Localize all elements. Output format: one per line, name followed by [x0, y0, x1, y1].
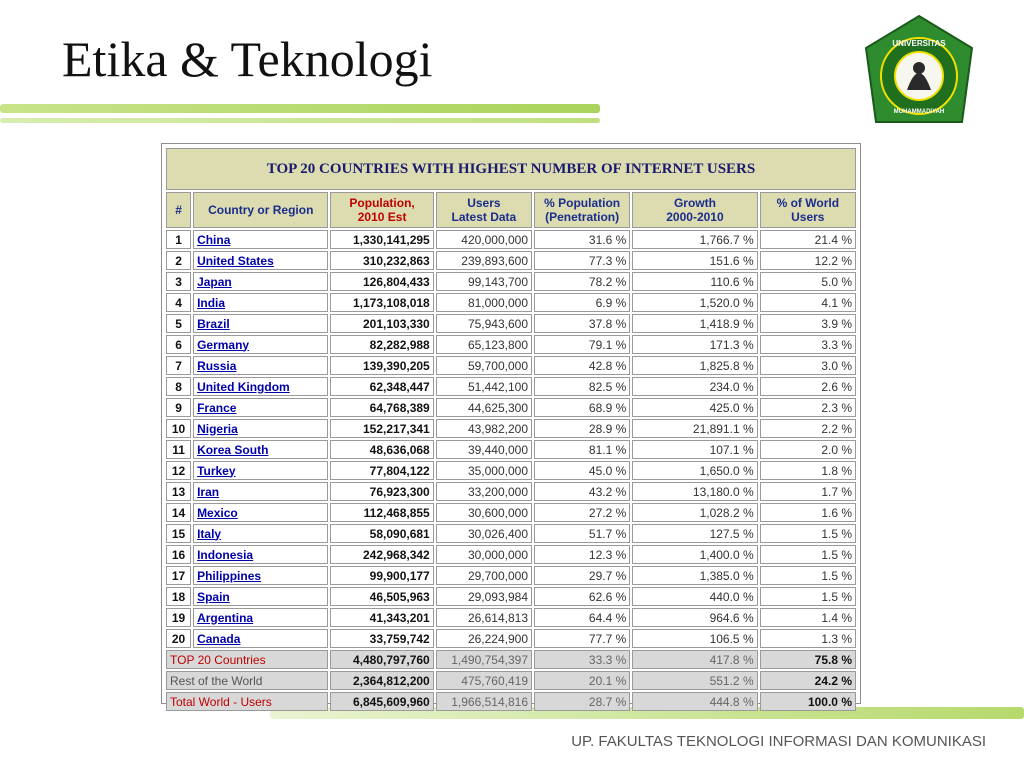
country-link[interactable]: France	[193, 398, 328, 417]
country-link[interactable]: Germany	[193, 335, 328, 354]
cell-population: 1,330,141,295	[330, 230, 433, 249]
header-world-share	[760, 192, 856, 228]
summary-row	[166, 650, 856, 669]
cell-rank: 6	[166, 335, 191, 354]
summary-world-share: 100.0 %	[760, 692, 856, 711]
table-row	[166, 587, 856, 606]
cell-penetration: 68.9 %	[534, 398, 630, 417]
table-row	[166, 272, 856, 291]
table-row	[166, 524, 856, 543]
cell-penetration: 31.6 %	[534, 230, 630, 249]
cell-users: 65,123,800	[436, 335, 532, 354]
cell-users: 81,000,000	[436, 293, 532, 312]
cell-growth: 1,418.9 %	[632, 314, 757, 333]
cell-rank: 16	[166, 545, 191, 564]
cell-users: 44,625,300	[436, 398, 532, 417]
summary-penetration: 28.7 %	[534, 692, 630, 711]
country-link[interactable]: Canada	[193, 629, 328, 648]
cell-users: 43,982,200	[436, 419, 532, 438]
cell-growth: 1,400.0 %	[632, 545, 757, 564]
header-growth	[632, 192, 757, 228]
table-row	[166, 314, 856, 333]
cell-users: 39,440,000	[436, 440, 532, 459]
cell-growth: 110.6 %	[632, 272, 757, 291]
table-row	[166, 377, 856, 396]
cell-rank: 8	[166, 377, 191, 396]
cell-growth: 1,385.0 %	[632, 566, 757, 585]
cell-users: 239,893,600	[436, 251, 532, 270]
cell-users: 75,943,600	[436, 314, 532, 333]
cell-population: 201,103,330	[330, 314, 433, 333]
cell-penetration: 81.1 %	[534, 440, 630, 459]
header-users	[436, 192, 532, 228]
cell-world-share: 1.8 %	[760, 461, 856, 480]
country-link[interactable]: Turkey	[193, 461, 328, 480]
cell-rank: 15	[166, 524, 191, 543]
cell-growth: 151.6 %	[632, 251, 757, 270]
cell-population: 64,768,389	[330, 398, 433, 417]
table-row	[166, 566, 856, 585]
summary-label: Total World - Users	[166, 692, 328, 711]
table-row	[166, 440, 856, 459]
header-population	[330, 192, 433, 228]
cell-growth: 1,520.0 %	[632, 293, 757, 312]
cell-penetration: 79.1 %	[534, 335, 630, 354]
table-row	[166, 230, 856, 249]
university-logo	[858, 12, 980, 138]
cell-world-share: 3.9 %	[760, 314, 856, 333]
cell-world-share: 12.2 %	[760, 251, 856, 270]
cell-rank: 5	[166, 314, 191, 333]
summary-users: 1,490,754,397	[436, 650, 532, 669]
summary-growth: 444.8 %	[632, 692, 757, 711]
internet-users-table	[164, 146, 858, 713]
country-link[interactable]: Brazil	[193, 314, 328, 333]
cell-users: 26,224,900	[436, 629, 532, 648]
cell-penetration: 62.6 %	[534, 587, 630, 606]
cell-rank: 18	[166, 587, 191, 606]
cell-rank: 17	[166, 566, 191, 585]
cell-world-share: 1.5 %	[760, 545, 856, 564]
cell-world-share: 3.3 %	[760, 335, 856, 354]
cell-growth: 964.6 %	[632, 608, 757, 627]
cell-population: 126,804,433	[330, 272, 433, 291]
cell-rank: 14	[166, 503, 191, 522]
header-world-line2: Users	[791, 210, 825, 224]
summary-population: 2,364,812,200	[330, 671, 433, 690]
cell-world-share: 1.5 %	[760, 524, 856, 543]
cell-penetration: 78.2 %	[534, 272, 630, 291]
cell-users: 29,700,000	[436, 566, 532, 585]
cell-rank: 1	[166, 230, 191, 249]
cell-penetration: 37.8 %	[534, 314, 630, 333]
cell-penetration: 77.3 %	[534, 251, 630, 270]
table-header-row	[166, 192, 856, 228]
cell-users: 33,200,000	[436, 482, 532, 501]
cell-growth: 1,650.0 %	[632, 461, 757, 480]
country-link[interactable]: Japan	[193, 272, 328, 291]
country-link[interactable]: Italy	[193, 524, 328, 543]
header-penetration-line2: (Penetration)	[545, 210, 620, 224]
summary-population: 4,480,797,760	[330, 650, 433, 669]
cell-population: 242,968,342	[330, 545, 433, 564]
header-users-line1: Users	[467, 196, 501, 210]
summary-growth: 417.8 %	[632, 650, 757, 669]
cell-growth: 1,825.8 %	[632, 356, 757, 375]
table-row	[166, 608, 856, 627]
country-link[interactable]: Korea South	[193, 440, 328, 459]
table-row	[166, 482, 856, 501]
cell-penetration: 6.9 %	[534, 293, 630, 312]
cell-penetration: 12.3 %	[534, 545, 630, 564]
cell-population: 112,468,855	[330, 503, 433, 522]
summary-row	[166, 692, 856, 711]
cell-population: 139,390,205	[330, 356, 433, 375]
country-link[interactable]: Mexico	[193, 503, 328, 522]
summary-world-share: 75.8 %	[760, 650, 856, 669]
table-row	[166, 356, 856, 375]
cell-penetration: 82.5 %	[534, 377, 630, 396]
header-users-line2: Latest Data	[451, 210, 517, 224]
cell-users: 35,000,000	[436, 461, 532, 480]
cell-rank: 7	[166, 356, 191, 375]
cell-population: 33,759,742	[330, 629, 433, 648]
cell-growth: 425.0 %	[632, 398, 757, 417]
cell-world-share: 21.4 %	[760, 230, 856, 249]
country-link[interactable]: United Kingdom	[193, 377, 328, 396]
internet-users-table-frame	[161, 143, 861, 709]
summary-population: 6,845,609,960	[330, 692, 433, 711]
summary-users: 1,966,514,816	[436, 692, 532, 711]
cell-world-share: 4.1 %	[760, 293, 856, 312]
cell-population: 1,173,108,018	[330, 293, 433, 312]
country-link[interactable]: China	[193, 230, 328, 249]
table-row	[166, 251, 856, 270]
summary-world-share: 24.2 %	[760, 671, 856, 690]
country-link[interactable]: Nigeria	[193, 419, 328, 438]
table-row	[166, 419, 856, 438]
slide-title: Etika & Teknologi	[62, 31, 433, 87]
cell-growth: 106.5 %	[632, 629, 757, 648]
table-row	[166, 629, 856, 648]
cell-population: 310,232,863	[330, 251, 433, 270]
cell-rank: 9	[166, 398, 191, 417]
cell-users: 99,143,700	[436, 272, 532, 291]
cell-users: 30,600,000	[436, 503, 532, 522]
table-row	[166, 545, 856, 564]
table-row	[166, 503, 856, 522]
header-country: Country or Region	[193, 192, 328, 228]
header-rank: #	[166, 192, 191, 228]
summary-users: 475,760,419	[436, 671, 532, 690]
header-growth-line1: Growth	[673, 196, 716, 210]
country-link[interactable]: Russia	[193, 356, 328, 375]
country-link[interactable]: Philippines	[193, 566, 328, 585]
cell-penetration: 45.0 %	[534, 461, 630, 480]
cell-rank: 11	[166, 440, 191, 459]
cell-growth: 127.5 %	[632, 524, 757, 543]
cell-world-share: 2.0 %	[760, 440, 856, 459]
cell-users: 26,614,813	[436, 608, 532, 627]
cell-population: 77,804,122	[330, 461, 433, 480]
logo-text-bottom: MUHAMMADIYAH	[893, 109, 945, 115]
country-link[interactable]: United States	[193, 251, 328, 270]
cell-population: 41,343,201	[330, 608, 433, 627]
cell-rank: 10	[166, 419, 191, 438]
country-link[interactable]: Argentina	[193, 608, 328, 627]
cell-population: 62,348,447	[330, 377, 433, 396]
cell-rank: 12	[166, 461, 191, 480]
title-underline-stripe	[0, 104, 600, 113]
table-banner: TOP 20 COUNTRIES WITH HIGHEST NUMBER OF INTERNET USERS	[166, 148, 856, 190]
cell-world-share: 1.6 %	[760, 503, 856, 522]
summary-label: TOP 20 Countries	[166, 650, 328, 669]
cell-world-share: 2.3 %	[760, 398, 856, 417]
country-link[interactable]: Iran	[193, 482, 328, 501]
table-row	[166, 398, 856, 417]
cell-population: 82,282,988	[330, 335, 433, 354]
header-population-line2: 2010 Est	[357, 210, 407, 224]
cell-rank: 4	[166, 293, 191, 312]
cell-growth: 440.0 %	[632, 587, 757, 606]
cell-penetration: 43.2 %	[534, 482, 630, 501]
summary-label: Rest of the World	[166, 671, 328, 690]
cell-penetration: 29.7 %	[534, 566, 630, 585]
logo-text-top: UNIVERSITAS	[892, 39, 946, 48]
cell-users: 30,000,000	[436, 545, 532, 564]
cell-rank: 20	[166, 629, 191, 648]
cell-population: 99,900,177	[330, 566, 433, 585]
cell-penetration: 77.7 %	[534, 629, 630, 648]
cell-rank: 2	[166, 251, 191, 270]
cell-world-share: 2.6 %	[760, 377, 856, 396]
cell-growth: 171.3 %	[632, 335, 757, 354]
cell-penetration: 51.7 %	[534, 524, 630, 543]
cell-rank: 3	[166, 272, 191, 291]
cell-growth: 21,891.1 %	[632, 419, 757, 438]
header-penetration-line1: % Population	[544, 196, 621, 210]
country-link[interactable]: Indonesia	[193, 545, 328, 564]
cell-penetration: 42.8 %	[534, 356, 630, 375]
cell-population: 46,505,963	[330, 587, 433, 606]
cell-growth: 1,028.2 %	[632, 503, 757, 522]
slide-footer: UP. FAKULTAS TEKNOLOGI INFORMASI DAN KOMUNIKASI	[571, 733, 986, 750]
cell-users: 29,093,984	[436, 587, 532, 606]
cell-population: 76,923,300	[330, 482, 433, 501]
cell-penetration: 27.2 %	[534, 503, 630, 522]
summary-penetration: 33.3 %	[534, 650, 630, 669]
country-link[interactable]: India	[193, 293, 328, 312]
cell-world-share: 1.7 %	[760, 482, 856, 501]
cell-world-share: 1.5 %	[760, 566, 856, 585]
summary-growth: 551.2 %	[632, 671, 757, 690]
cell-world-share: 5.0 %	[760, 272, 856, 291]
cell-world-share: 1.3 %	[760, 629, 856, 648]
title-underline-stripe-thin	[0, 118, 600, 123]
cell-rank: 19	[166, 608, 191, 627]
cell-growth: 234.0 %	[632, 377, 757, 396]
header-penetration	[534, 192, 630, 228]
table-row	[166, 293, 856, 312]
summary-penetration: 20.1 %	[534, 671, 630, 690]
cell-world-share: 3.0 %	[760, 356, 856, 375]
cell-world-share: 1.4 %	[760, 608, 856, 627]
table-row	[166, 461, 856, 480]
header-growth-line2: 2000-2010	[666, 210, 724, 224]
cell-population: 48,636,068	[330, 440, 433, 459]
summary-row	[166, 671, 856, 690]
cell-users: 30,026,400	[436, 524, 532, 543]
cell-world-share: 1.5 %	[760, 587, 856, 606]
cell-penetration: 64.4 %	[534, 608, 630, 627]
cell-growth: 107.1 %	[632, 440, 757, 459]
cell-world-share: 2.2 %	[760, 419, 856, 438]
cell-rank: 13	[166, 482, 191, 501]
table-row	[166, 335, 856, 354]
cell-population: 152,217,341	[330, 419, 433, 438]
cell-growth: 1,766.7 %	[632, 230, 757, 249]
country-link[interactable]: Spain	[193, 587, 328, 606]
cell-users: 420,000,000	[436, 230, 532, 249]
header-population-line1: Population,	[349, 196, 415, 210]
cell-users: 59,700,000	[436, 356, 532, 375]
header-world-line1: % of World	[776, 196, 840, 210]
cell-growth: 13,180.0 %	[632, 482, 757, 501]
cell-population: 58,090,681	[330, 524, 433, 543]
cell-penetration: 28.9 %	[534, 419, 630, 438]
cell-users: 51,442,100	[436, 377, 532, 396]
